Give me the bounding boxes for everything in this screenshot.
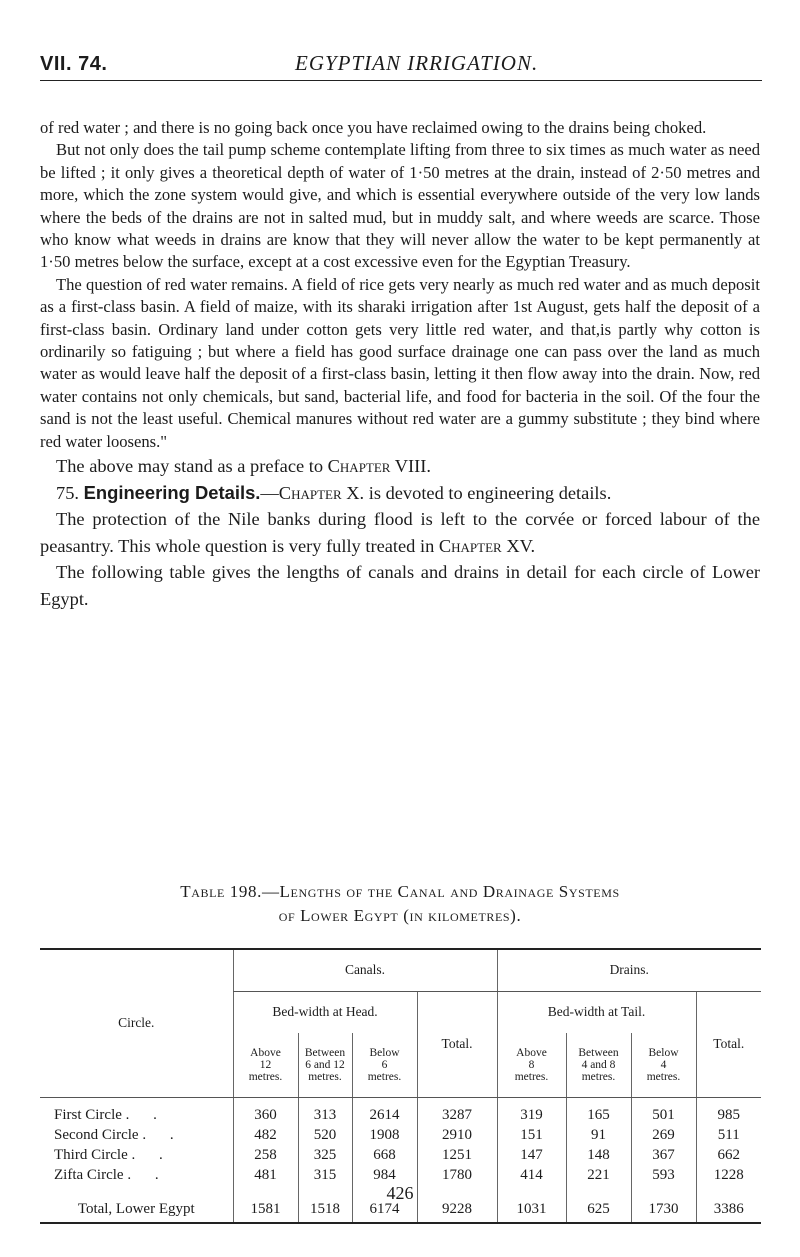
page-number: 426 xyxy=(386,1183,414,1203)
cell: 313 xyxy=(298,1105,352,1125)
cell: 221 xyxy=(566,1165,631,1185)
cell: 1780 xyxy=(417,1165,497,1185)
cell: 147 xyxy=(497,1145,566,1165)
paragraph: The following table gives the lengths of canals and drains in detail for each circle of Lower Egypt. xyxy=(40,562,760,609)
cell: 662 xyxy=(696,1145,761,1165)
section-heading: Engineering Details. xyxy=(83,481,261,503)
cell: 367 xyxy=(631,1145,696,1165)
cell: 319 xyxy=(497,1105,566,1125)
cell: 1031 xyxy=(497,1197,566,1223)
cell: 985 xyxy=(696,1105,761,1125)
cell: 1518 xyxy=(298,1197,352,1223)
chapter-reference: Chapter XV. xyxy=(438,535,536,556)
cell: 165 xyxy=(566,1105,631,1125)
cell: 668 xyxy=(352,1145,417,1165)
cell: 2614 xyxy=(352,1105,417,1125)
table-caption-line-1: Table 198.—Lengths of the Canal and Drainage Systems xyxy=(180,882,620,901)
cell: 1908 xyxy=(352,1125,417,1145)
header-canal-bed-width: Bed-width at Head. xyxy=(233,991,417,1033)
total-row-label: Total, Lower Egypt xyxy=(40,1197,233,1223)
chapter-reference: Chapter VIII. xyxy=(327,456,431,477)
header-drain-below-4: Below 4 metres. xyxy=(631,1033,696,1097)
cell: 91 xyxy=(566,1125,631,1145)
header-canal-total: Total. xyxy=(417,991,497,1097)
header-canal-between-6-12: Between 6 and 12 metres. xyxy=(298,1033,352,1097)
cell: 520 xyxy=(298,1125,352,1145)
table-row xyxy=(40,1105,761,1125)
paragraph: The question of red water remains. A field of rice gets very nearly as much red water and as much deposit as a first-class basin. A field of maize, with its sharaki irrigation after 1st August, gets half the deposit of a first-class basin. Ordinary land under cotton gets very little red water, and that,is partly why cotton is ordinarily so fatiguing ; but where a field has good surface drainage one can pass over the land as much water as would leave half the deposit of a first-class basin, letting it then flow away into the drain. Now, red water contains not only chemicals, but sand, bacterial life, and food for bacteria in the soil. Of the four the sand is not the least useful. Chemical manures without red water are a gummy substitute ; they bind where red water loosens." xyxy=(40,274,760,451)
row-label: Third Circle . . xyxy=(54,1146,173,1163)
row-label: Zifta Circle . . xyxy=(54,1166,169,1183)
cell: 482 xyxy=(233,1125,298,1145)
running-header xyxy=(40,40,762,81)
cell: 625 xyxy=(566,1197,631,1223)
chapter-reference: Chapter X. xyxy=(278,482,365,503)
row-label: Second Circle . . xyxy=(54,1126,184,1143)
table-caption-line-2: of Lower Egypt (in kilometres). xyxy=(278,906,522,925)
cell: 593 xyxy=(631,1165,696,1185)
header-drain-between-4-8: Between 4 and 8 metres. xyxy=(566,1033,631,1097)
section-paragraph xyxy=(40,480,760,507)
header-drains: Drains. xyxy=(497,949,761,991)
paragraph-text: is devoted to engineering details. xyxy=(364,482,612,503)
table-row xyxy=(40,1145,761,1165)
header-drain-bed-width: Bed-width at Tail. xyxy=(497,991,696,1033)
cell: 3386 xyxy=(696,1197,761,1223)
cell: 984 xyxy=(352,1165,417,1185)
running-title: EGYPTIAN IRRIGATION. xyxy=(295,51,539,75)
paragraph xyxy=(40,506,760,559)
table-caption xyxy=(40,880,760,928)
section-number: VII. 74. xyxy=(40,53,108,75)
dash: — xyxy=(260,482,279,503)
cell: 1251 xyxy=(417,1145,497,1165)
section-number-75: 75. xyxy=(56,482,79,503)
table-row xyxy=(40,1125,761,1145)
cell: 151 xyxy=(497,1125,566,1145)
cell: 501 xyxy=(631,1105,696,1125)
cell: 414 xyxy=(497,1165,566,1185)
paragraph-text: The protection of the Nile banks during flood is left to the corvée or forced labour of the peasantry. This whole question is very fully treated in xyxy=(40,509,760,556)
cell: 481 xyxy=(233,1165,298,1185)
cell: 2910 xyxy=(417,1125,497,1145)
cell: 269 xyxy=(631,1125,696,1145)
cell: 1730 xyxy=(631,1197,696,1223)
row-label: First Circle . . xyxy=(54,1106,167,1123)
table-row xyxy=(40,1165,761,1185)
cell: 258 xyxy=(233,1145,298,1165)
paragraph-text: The above may stand as a preface to xyxy=(56,456,328,477)
header-canal-above-12: Above 12 metres. xyxy=(233,1033,298,1097)
cell: 9228 xyxy=(417,1197,497,1223)
header-canals: Canals. xyxy=(233,949,497,991)
cell: 1581 xyxy=(233,1197,298,1223)
paragraph xyxy=(40,453,760,480)
cell: 148 xyxy=(566,1145,631,1165)
header-drain-total: Total. xyxy=(696,991,761,1097)
body-text xyxy=(40,117,760,612)
cell: 6174 xyxy=(352,1197,417,1223)
paragraph: But not only does the tail pump scheme contemplate lifting from three to six times as much water as need be lifted ; it only gives a theoretical depth of water of 1·50 metres at the drain, instead of 2·50 metres and more, which the zone system would give, and which is essential everywhere outside of the very low lands where the beds of the drains are not in salted mud, but in muddy salt, and where weeds are scarce. Those who know what weeds in drains are know that they will never allow the water to be kept permanently at 1·50 metres below the surface, except at a cost excessive even for the Egyptian Treasury. xyxy=(40,140,760,272)
header-circle: Circle. xyxy=(40,949,233,1097)
header-drain-above-8: Above 8 metres. xyxy=(497,1033,566,1097)
cell: 325 xyxy=(298,1145,352,1165)
header-canal-below-6: Below 6 metres. xyxy=(352,1033,417,1097)
paragraph: of red water ; and there is no going back once you have reclaimed owing to the drains being choked. xyxy=(40,118,707,137)
cell: 1228 xyxy=(696,1165,761,1185)
cell: 3287 xyxy=(417,1105,497,1125)
cell: 360 xyxy=(233,1105,298,1125)
cell: 511 xyxy=(696,1125,761,1145)
cell: 315 xyxy=(298,1165,352,1185)
